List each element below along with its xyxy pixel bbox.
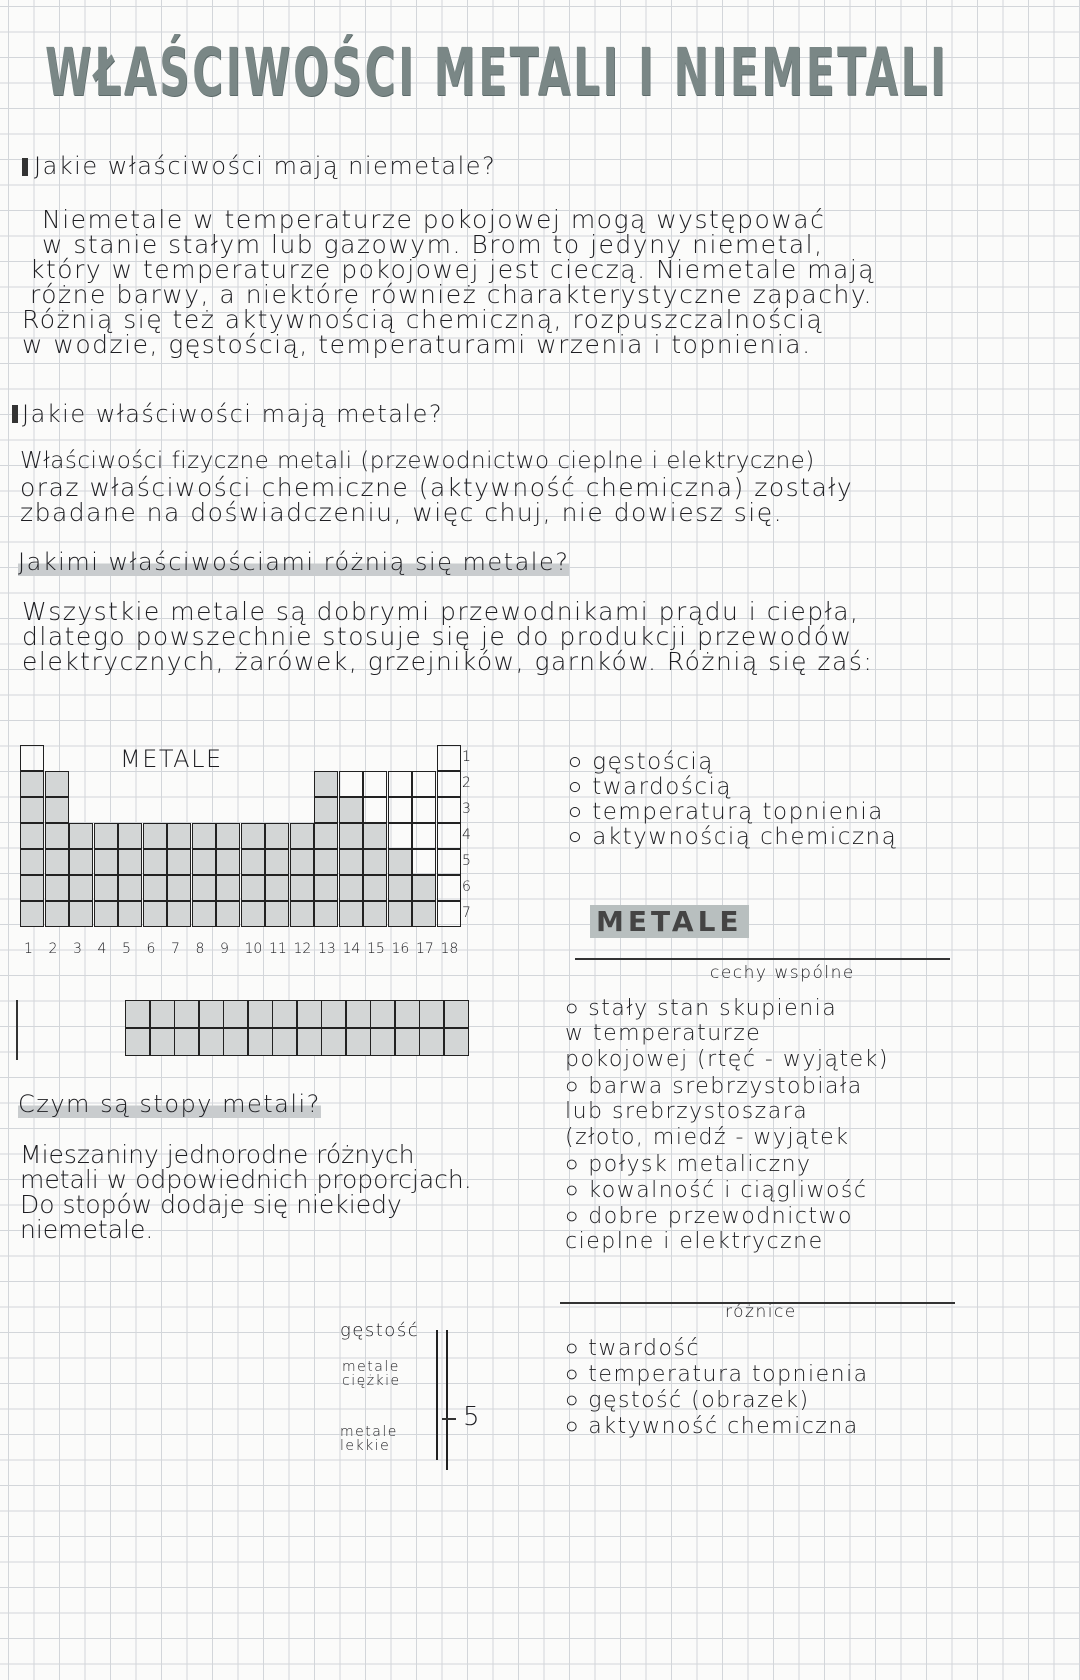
table-cell [143, 875, 167, 901]
table-cell [314, 823, 338, 849]
table-cell [45, 823, 69, 849]
table-cell [321, 1028, 346, 1056]
table-cell [118, 849, 142, 875]
periodic-table-sketch [20, 745, 490, 957]
table-cell [143, 901, 167, 927]
table-cell [248, 1028, 273, 1056]
list-item: ○ aktywnością chemiczną [568, 824, 898, 850]
threshold-tick [442, 1418, 456, 1420]
period-number: 2 [462, 775, 473, 791]
table-cell [437, 849, 461, 875]
table-cell [388, 771, 412, 797]
table-cell [444, 1028, 469, 1056]
table-cell [444, 1000, 469, 1028]
density-threshold: 5 [463, 1402, 482, 1432]
table-cell [143, 823, 167, 849]
period-number: 6 [462, 879, 473, 895]
heading-metal-differences: Jakimi właściwościami różnią się metale? [18, 548, 570, 576]
table-cell [216, 875, 240, 901]
list-item: ○ gęstość (obrazek) [565, 1388, 810, 1413]
table-cell [437, 901, 461, 927]
table-cell [167, 849, 191, 875]
table-cell [118, 875, 142, 901]
list-item: ○ aktywność chemiczna [565, 1414, 859, 1439]
list-item: ○ kowalność i ciągliwość [565, 1178, 868, 1203]
table-cell [346, 1028, 371, 1056]
period-number: 1 [462, 749, 473, 765]
table-cell [363, 797, 387, 823]
table-cell [314, 901, 338, 927]
group-number: 11 [269, 941, 287, 957]
period-number: 4 [462, 827, 473, 843]
metale-stamp: METALE [590, 905, 749, 938]
table-cell [297, 1000, 322, 1028]
table-cell [199, 1000, 224, 1028]
table-cell [395, 1028, 420, 1056]
heavy-metals-label: metale ciężkie [342, 1359, 401, 1389]
group-number: 1 [24, 941, 33, 957]
group-number: 10 [244, 941, 263, 957]
table-cell [265, 849, 289, 875]
page-title: WŁAŚCIWOŚCI METALI I NIEMETALI [45, 34, 949, 111]
table-cell [69, 901, 93, 927]
table-cell [297, 1028, 322, 1056]
text-line: Właściwości fizyczne metali (przewodnictwo cieplne i elektryczne) [20, 448, 815, 474]
table-cell [339, 849, 363, 875]
table-cell [241, 875, 265, 901]
text-line: Wszystkie metale są dobrymi przewodnikami prądu i ciepła, [22, 597, 860, 626]
period-number: 7 [462, 905, 473, 921]
text-line: Niemetale w temperaturze pokojowej mogą występować [42, 205, 826, 234]
table-cell [419, 1000, 444, 1028]
table-cell [20, 901, 44, 927]
heading-metals: Jakie właściwości mają metale? [22, 400, 444, 428]
list-item: ○ twardością [568, 774, 732, 800]
text-line: elektrycznych, żarówek, grzejników, garnków. Różnią się zaś: [22, 647, 874, 676]
table-cell [216, 901, 240, 927]
list-item: ○ dobre przewodnictwo [565, 1204, 854, 1229]
table-cell [346, 1000, 371, 1028]
differences-label: różnice [725, 1302, 797, 1322]
list-item: ○ temperaturą topnienia [568, 799, 884, 825]
table-cell [125, 1028, 150, 1056]
table-cell [167, 875, 191, 901]
table-cell [412, 875, 436, 901]
table-cell [370, 1028, 395, 1056]
heading-marker [12, 405, 18, 423]
table-cell [45, 875, 69, 901]
table-cell [20, 771, 44, 797]
group-number: 5 [122, 941, 131, 957]
table-cell [94, 901, 118, 927]
heading-marker [22, 158, 28, 176]
table-cell [192, 849, 216, 875]
table-cell [69, 849, 93, 875]
table-cell [363, 875, 387, 901]
table-cell [241, 901, 265, 927]
table-cell [314, 875, 338, 901]
table-cell [314, 771, 338, 797]
table-cell [150, 1028, 175, 1056]
table-cell [363, 771, 387, 797]
table-cell [339, 771, 363, 797]
table-cell [363, 901, 387, 927]
table-cell [94, 823, 118, 849]
table-cell [69, 875, 93, 901]
table-cell [223, 1000, 248, 1028]
group-number: 9 [220, 941, 229, 957]
table-cell [412, 901, 436, 927]
table-cell [118, 823, 142, 849]
text-line: w wodzie, gęstością, temperaturami wrzenia i topnienia. [22, 330, 812, 359]
table-cell [167, 901, 191, 927]
list-item: ○ barwa srebrzystobiała [565, 1074, 863, 1099]
table-cell [20, 745, 44, 771]
periodic-table-label: METALE [120, 745, 223, 773]
table-cell [437, 797, 461, 823]
table-cell [321, 1000, 346, 1028]
table-cell [192, 875, 216, 901]
table-cell [174, 1028, 199, 1056]
text-line: zbadane na doświadczeniu, więc chuj, nie dowiesz się. [20, 498, 784, 527]
divider [16, 1000, 18, 1060]
table-cell [143, 849, 167, 875]
text-line: Do stopów dodaje się niekiedy [20, 1190, 402, 1219]
group-number: 17 [416, 941, 434, 957]
table-cell [216, 849, 240, 875]
table-cell [192, 823, 216, 849]
table-cell [290, 823, 314, 849]
table-cell [150, 1000, 175, 1028]
table-cell [241, 823, 265, 849]
table-cell [388, 823, 412, 849]
list-item: pokojowej (rtęć - wyjątek) [565, 1047, 889, 1072]
text-line: który w temperaturze pokojowej jest cieczą. Niemetale mają [30, 255, 876, 284]
table-cell [412, 771, 436, 797]
table-cell [192, 901, 216, 927]
table-cell [290, 875, 314, 901]
table-cell [223, 1028, 248, 1056]
density-arrow-up-icon [436, 1330, 438, 1460]
table-cell [437, 823, 461, 849]
table-cell [395, 1000, 420, 1028]
table-cell [339, 901, 363, 927]
table-cell [45, 901, 69, 927]
list-item: lub srebrzystoszara [565, 1099, 809, 1124]
table-cell [167, 823, 191, 849]
table-cell [265, 823, 289, 849]
table-cell [412, 849, 436, 875]
table-cell [388, 849, 412, 875]
table-cell [272, 1028, 297, 1056]
group-number: 18 [440, 941, 459, 957]
density-axis-label: gęstość [340, 1320, 420, 1341]
table-cell [388, 901, 412, 927]
list-item: ○ temperatura topnienia [565, 1362, 869, 1387]
group-number: 8 [195, 941, 205, 957]
table-cell [241, 849, 265, 875]
group-number: 12 [293, 941, 312, 957]
table-cell [45, 849, 69, 875]
table-cell [248, 1000, 273, 1028]
table-cell [437, 771, 461, 797]
table-cell [339, 797, 363, 823]
table-cell [339, 875, 363, 901]
heading-alloys: Czym są stopy metali? [18, 1090, 321, 1118]
list-item: ○ stały stan skupienia [565, 996, 838, 1021]
table-cell [290, 849, 314, 875]
common-features-label: cechy wspólne [710, 963, 855, 983]
group-number: 2 [48, 941, 58, 957]
group-number: 6 [146, 941, 156, 957]
table-cell [290, 901, 314, 927]
table-cell [265, 901, 289, 927]
group-number: 3 [73, 941, 82, 957]
text-line: niemetale. [20, 1215, 154, 1244]
heading-nonmetals: Jakie właściwości mają niemetale? [34, 152, 497, 180]
table-cell [388, 875, 412, 901]
text-line: Mieszaniny jednorodne różnych [20, 1140, 415, 1169]
table-cell [363, 823, 387, 849]
table-cell [94, 849, 118, 875]
group-number: 14 [342, 941, 361, 957]
table-cell [216, 823, 240, 849]
table-cell [20, 849, 44, 875]
group-number: 13 [318, 941, 336, 957]
table-cell [199, 1028, 224, 1056]
table-cell [419, 1028, 444, 1056]
text-line: Różnią się też aktywnością chemiczną, rozpuszczalnością [22, 305, 824, 334]
table-cell [118, 901, 142, 927]
table-cell [437, 745, 461, 771]
text-line: dlatego powszechnie stosuje się je do produkcji przewodów [22, 622, 853, 651]
table-cell [265, 875, 289, 901]
table-cell [20, 823, 44, 849]
group-number: 7 [171, 941, 180, 957]
list-item: (złoto, miedź - wyjątek [565, 1125, 850, 1150]
group-number: 4 [97, 941, 107, 957]
text-line: różne barwy, a niektóre również charakterystyczne zapachy. [30, 280, 874, 309]
text-line: metali w odpowiednich proporcjach. [20, 1165, 472, 1194]
table-cell [272, 1000, 297, 1028]
list-item: ○ twardość [565, 1336, 701, 1361]
text-line: oraz właściwości chemiczne (aktywność chemiczna) zostały [20, 473, 854, 502]
group-number: 15 [367, 941, 385, 957]
list-item: ○ gęstością [568, 749, 714, 775]
table-cell [45, 797, 69, 823]
table-cell [314, 849, 338, 875]
list-item: cieplne i elektryczne [565, 1229, 824, 1254]
table-cell [339, 823, 363, 849]
table-cell [412, 797, 436, 823]
table-cell [94, 875, 118, 901]
table-cell [363, 849, 387, 875]
list-item: ○ połysk metaliczny [565, 1152, 812, 1177]
table-cell [370, 1000, 395, 1028]
table-cell [20, 797, 44, 823]
text-line: w stanie stałym lub gazowym. Brom to jedyny niemetal, [42, 230, 824, 259]
table-cell [69, 823, 93, 849]
table-cell [412, 823, 436, 849]
divider [575, 958, 950, 960]
table-cell [388, 797, 412, 823]
table-cell [437, 875, 461, 901]
period-number: 3 [462, 801, 473, 817]
density-arrow-down-icon [446, 1330, 448, 1470]
period-number: 5 [462, 853, 473, 869]
light-metals-label: metale lekkie [340, 1424, 398, 1454]
table-cell [314, 797, 338, 823]
table-cell [125, 1000, 150, 1028]
table-cell [174, 1000, 199, 1028]
group-number: 16 [391, 941, 410, 957]
table-cell [20, 875, 44, 901]
table-cell [45, 771, 69, 797]
lanthanides-row-sketch [125, 1000, 495, 1060]
list-item: w temperaturze [565, 1021, 762, 1046]
